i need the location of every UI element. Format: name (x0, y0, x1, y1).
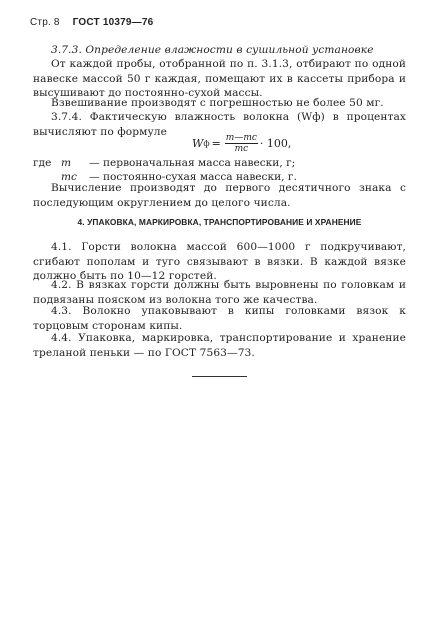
paragraph-4-2: 4.2. В вязках горсти должны быть выровнены по головкам и подвязаны пояском из волокна того же качества. (33, 279, 406, 306)
section-4-heading: 4. УПАКОВКА, МАРКИРОВКА, ТРАНСПОРТИРОВАНИЕ И ХРАНЕНИЕ (77, 217, 362, 227)
definition-prefix: где (33, 157, 52, 169)
definition-text: — первоначальная масса навески, г; (89, 157, 296, 169)
formula-denominator: mс (234, 144, 249, 154)
page-header (30, 17, 153, 28)
moisture-formula: W ф = $\frac{m—mс}{mс}$ · 100, (192, 133, 292, 154)
formula-fraction (225, 133, 258, 154)
definition-m (33, 156, 295, 170)
definition-text: — постоянно-сухая масса навески, г. (89, 171, 297, 183)
definition-symbol: mс (61, 171, 77, 183)
formula-numerator: m—mс (225, 133, 257, 143)
formula-lhs: W (192, 136, 204, 150)
paragraph-4-1: 4.1. Горсти волокна массой 600—1000 г подкручивают, сгибают пополам и туго связывают в вязки. В каждой вязке должно быть по 10—12 горстей. (33, 241, 406, 283)
formula-lhs-subscript: ф (203, 138, 210, 148)
paragraph-3-7-4: 3.7.4. Фактическую влажность волокна (Wф) в процентах вычисляют по формуле (33, 111, 406, 138)
paragraph-calculation: Вычисление производят до первого десятичного знака с последующим округлением до целого числа. (33, 182, 406, 209)
paragraph-4-3: 4.3. Волокно упаковывают в кипы головками вязок к торцовым сторонам кипы. (33, 305, 406, 332)
paragraph-3-7-3-weighing: Взвешивание производят с погрешностью не более 50 мг. (51, 97, 384, 109)
paragraph-4-4: 4.4. Упаковка, маркировка, транспортирование и хранение треланой пеньки — по ГОСТ 7563—73. (33, 332, 406, 359)
definition-symbol: m (61, 157, 72, 169)
end-rule (192, 376, 247, 377)
formula-rhs: · 100, (259, 136, 292, 150)
paragraph-3-7-3-sampling: От каждой пробы, отобранной по п. 3.1.3, отбирают по одной навеске массой 50 г каждая, помещают их в кассеты прибора и высушивают до постоянно-сухой массы. (33, 58, 406, 100)
page-number: Стр. 8 (30, 17, 60, 28)
standard-number: ГОСТ 10379—76 (72, 17, 154, 28)
section-3-7-3-title: 3.7.3. Определение влажности в сушильной установке (51, 44, 374, 56)
